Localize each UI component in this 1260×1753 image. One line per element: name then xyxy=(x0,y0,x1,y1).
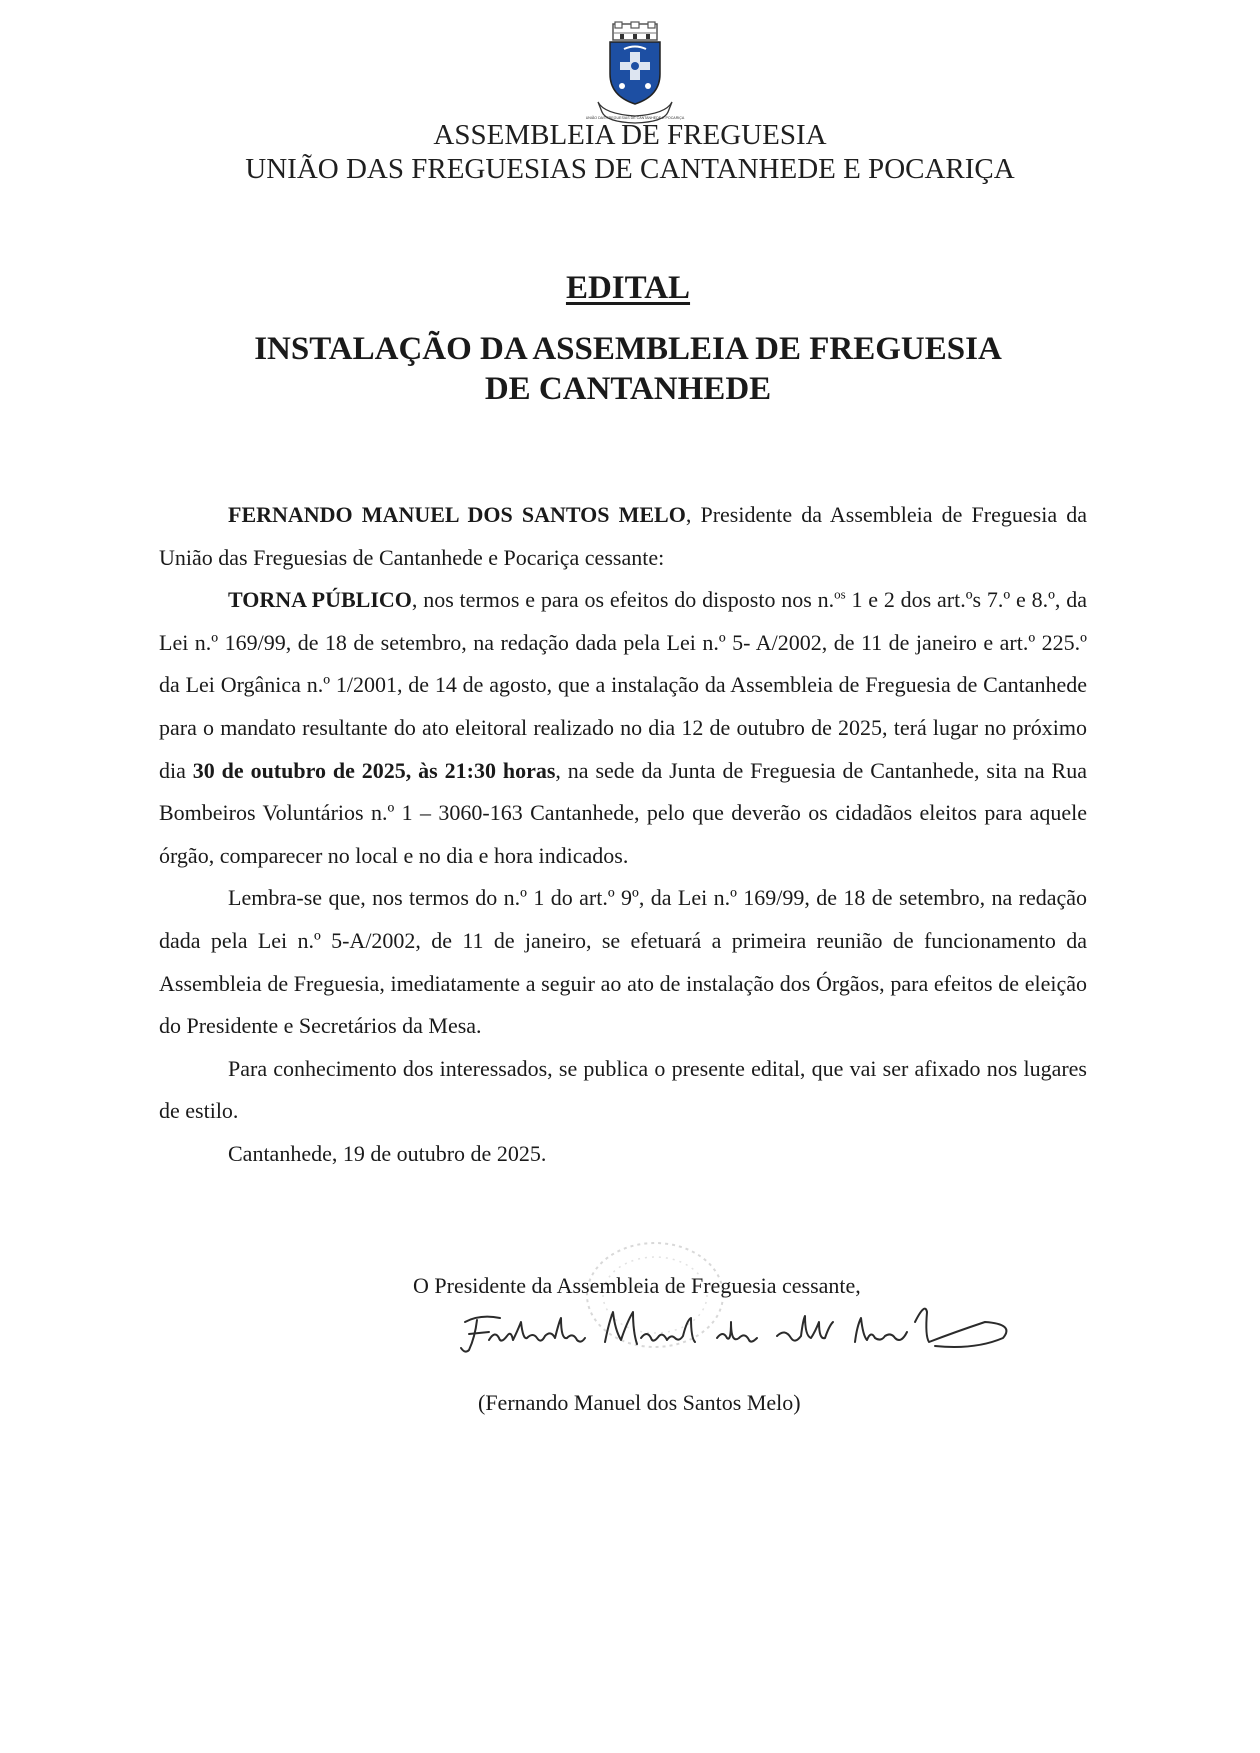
organization-name: ASSEMBLEIA DE FREGUESIA xyxy=(433,119,827,151)
paragraph-2-text-c: , na sede da Junta de Freguesia de Cantanhede, sita na Rua Bombeiros Voluntários n.º 1 – 3060-163 Cantanhede, pelo que deverão os cidadãos eleitos para aquele órgão, comparecer no local e no dia e hora indicados. xyxy=(159,757,1087,868)
paragraph-1-text: , Presidente da Assembleia de Freguesia da União das Freguesias de Cantanhede e Pocariça cessante: xyxy=(159,502,1087,570)
coat-of-arms-icon xyxy=(585,22,685,124)
organization-subtitle: UNIÃO DAS FREGUESIAS DE CANTANHEDE E POCARIÇA xyxy=(245,153,1015,185)
paragraph-2-text-a: , nos termos e para os efeitos do disposto nos n. xyxy=(411,587,835,613)
handwritten-signature xyxy=(455,1292,1015,1362)
president-name: FERNANDO MANUEL DOS SANTOS MELO xyxy=(228,502,686,527)
document-title-line-1: INSTALAÇÃO DA ASSEMBLEIA DE FREGUESIA xyxy=(254,331,1002,367)
paragraph-2-text-b: 1 e 2 dos art.ºs 7.º e 8.º, da Lei n.º 169/99, de 18 de setembro, na redação dada pela Lei n.º 5- A/2002, de 11 de janeiro e art.º 225.º da Lei Orgânica n.º 1/2001, de 14 de agosto, que a instalação da Assembleia de Freguesia de Cantanhede para o mandato resultante do ato eleitoral realizado no dia 12 de outubro de 2025, terá lugar no próximo dia xyxy=(159,587,1087,783)
signatory-printed-name: (Fernando Manuel dos Santos Melo) xyxy=(478,1390,801,1415)
paragraph-2-sup: os xyxy=(834,586,846,602)
document-body xyxy=(159,494,1087,1176)
signature-role: O Presidente da Assembleia de Freguesia cessante, xyxy=(413,1273,861,1298)
paragraph-1 xyxy=(159,494,1087,579)
meeting-date: 30 de outubro de 2025, às 21:30 horas xyxy=(192,757,556,783)
torna-publico: TORNA PÚBLICO xyxy=(228,587,412,613)
date-line: Cantanhede, 19 de outubro de 2025. xyxy=(228,1140,547,1166)
paragraph-2 xyxy=(159,579,1087,877)
document-title-line-2: DE CANTANHEDE xyxy=(484,371,772,407)
document-label: EDITAL xyxy=(565,270,691,306)
paragraph-4: Para conhecimento dos interessados, se publica o presente edital, que vai ser afixado nos lugares de estilo. xyxy=(159,1055,1087,1124)
crest-ribbon-text: UNIÃO DAS FREGUESIAS DE CANTANHEDE E POCARIÇA xyxy=(585,116,685,120)
paragraph-3: Lembra-se que, nos termos do n.º 1 do art.º 9º, da Lei n.º 169/99, de 18 de setembro, na redação dada pela Lei n.º 5-A/2002, de 11 de janeiro, se efetuará a primeira reunião de funcionamento da Assembleia de Freguesia, imediatamente a seguir ao ato de instalação dos Órgãos, para efeitos de eleição do Presidente e Secretários da Mesa. xyxy=(159,885,1087,1039)
